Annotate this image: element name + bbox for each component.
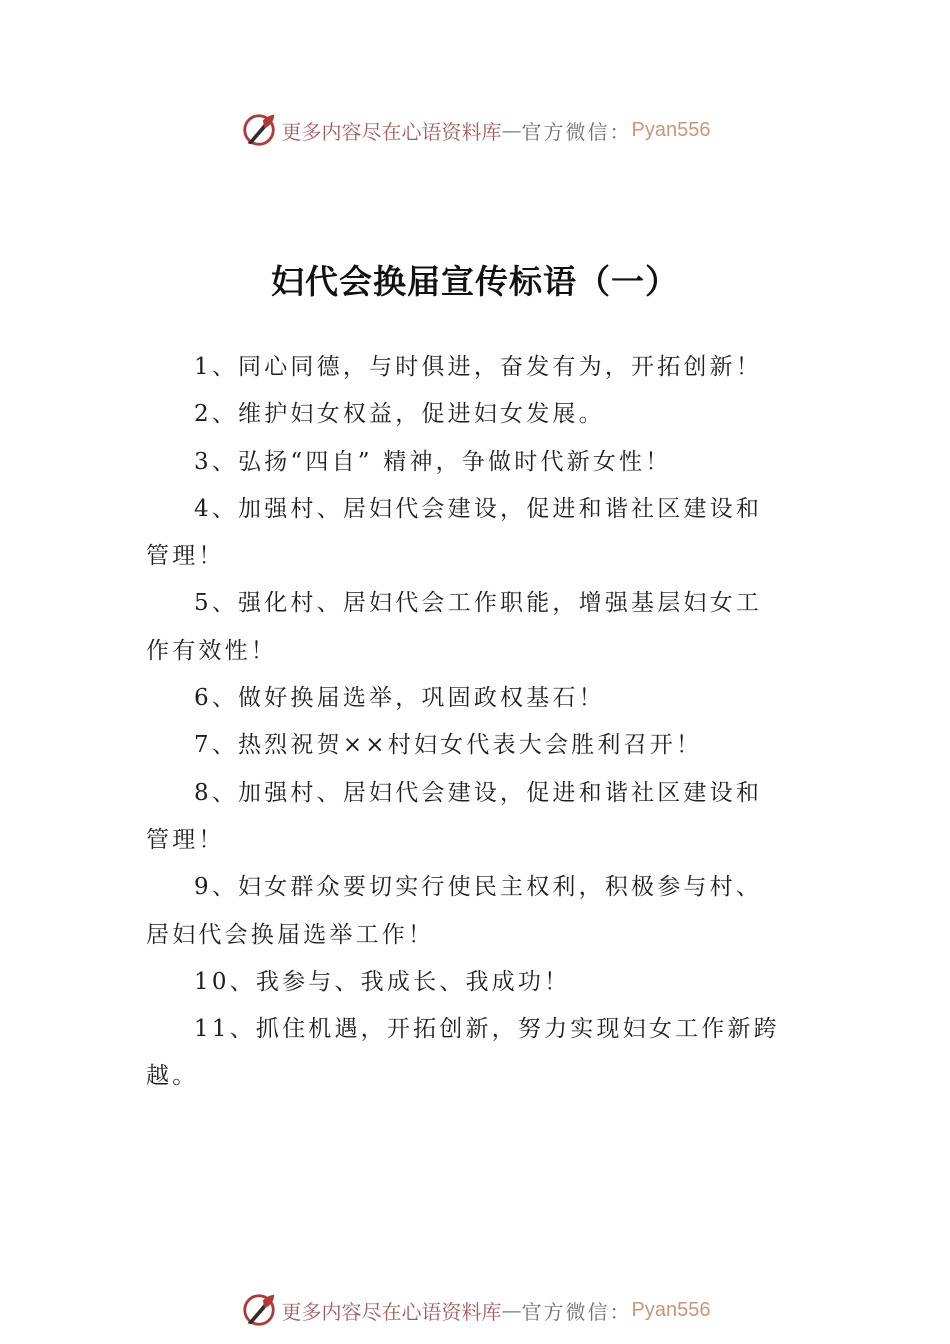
banner-text: 更多内容尽在心语资料库 [281, 119, 502, 144]
quill-circle-logo-icon [240, 1291, 278, 1329]
slogan-item: 10、我参与、我成长、我成功！ [194, 968, 571, 995]
slogan-item: 7、热烈祝贺××村妇女代表大会胜利召开！ [194, 732, 703, 759]
slogan-item: 11、抓住机遇，开拓创新，努力实现妇女工作新跨越。 [146, 1016, 780, 1090]
slogan-item: 1、同心同德，与时俱进，奋发有为，开拓创新！ [194, 354, 763, 380]
document-title: 妇代会换届宣传标语（一） [271, 262, 679, 301]
slogan-item: 5、强化村、居妇代会工作职能，增强基层妇女工作有效性！ [146, 590, 763, 664]
banner-wechat-label: 官方微信： [521, 119, 632, 144]
banner-wechat-label: 官方微信： [521, 1299, 632, 1324]
banner-text: 更多内容尽在心语资料库 [281, 1299, 502, 1324]
banner-separator: — [501, 118, 522, 142]
slogan-item: 2、维护妇女权益，促进妇女发展。 [194, 401, 605, 428]
quill-circle-logo-icon [240, 111, 278, 149]
slogan-item: 6、做好换届选举，巩固政权基石！ [194, 685, 605, 712]
slogan-item: 3、弘扬“四自” 精神，争做时代新女性！ [194, 448, 672, 475]
slogan-item: 8、加强村、居妇代会建设，促进和谐社区建设和管理！ [146, 779, 763, 853]
banner-separator: — [501, 1298, 522, 1322]
banner-wechat-id: Pyan556 [631, 118, 711, 141]
header-banner [0, 108, 950, 152]
footer-banner [0, 1288, 950, 1332]
slogan-list [146, 344, 786, 1101]
slogan-item: 9、妇女群众要切实行使民主权利，积极参与村、居妇代会换届选举工作！ [146, 874, 763, 948]
slogan-item: 4、加强村、居妇代会建设，促进和谐社区建设和管理！ [146, 495, 763, 570]
banner-wechat-id: Pyan556 [631, 1298, 711, 1321]
